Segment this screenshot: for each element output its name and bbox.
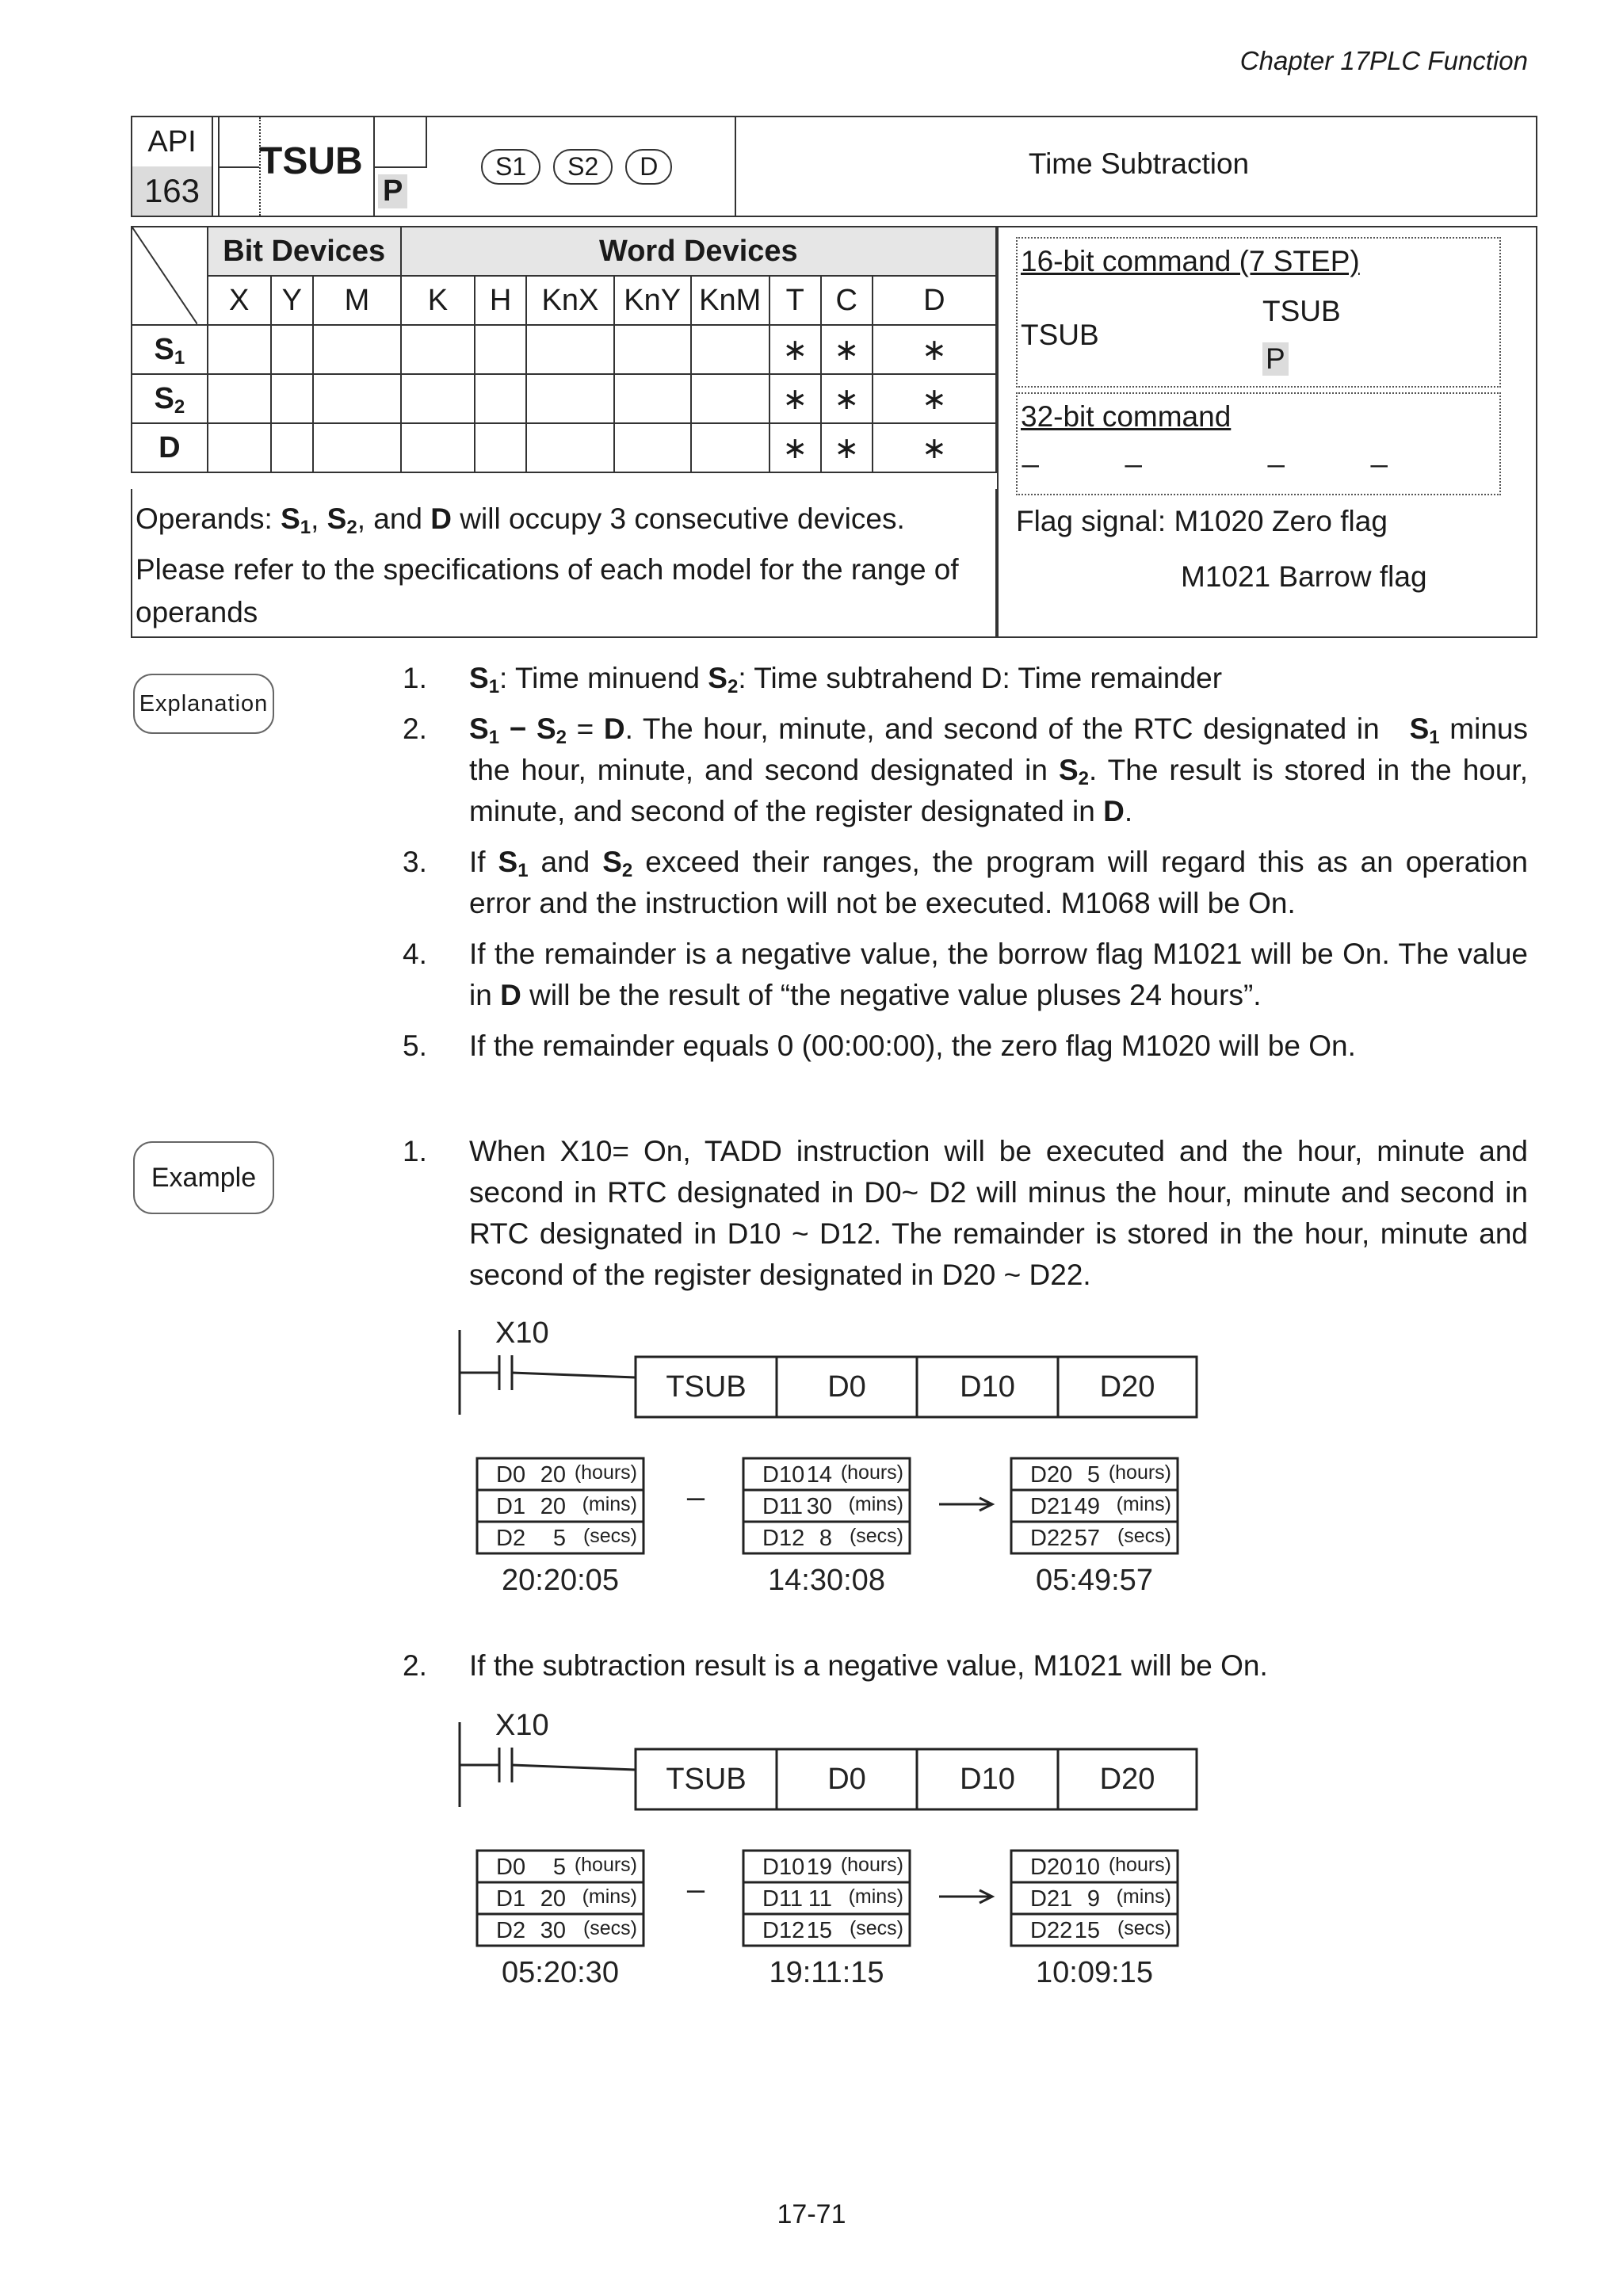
device-cell bbox=[313, 325, 401, 374]
operand-s2: S2 bbox=[553, 149, 613, 185]
flag-signal-borrow: M1021 Barrow flag bbox=[1181, 560, 1427, 593]
explanation-item: 4. If the remainder is a negative value, the borrow flag M1021 will be On. The value in D will be the result of “the negative value pluses 24 hours”. bbox=[403, 938, 1528, 1011]
register-name: D11 bbox=[762, 1494, 804, 1519]
bit-devices-header: Bit Devices bbox=[208, 227, 401, 276]
table-corner bbox=[132, 227, 208, 325]
register-name: D22 bbox=[1030, 1918, 1073, 1943]
device-cell bbox=[271, 374, 314, 423]
example-item-2: 2. If the subtraction result is a negative value, M1021 will be On. bbox=[403, 1649, 1268, 1682]
register-value: 57 bbox=[1074, 1526, 1100, 1551]
ladder-diagram-1 bbox=[444, 1316, 1205, 1617]
device-cell: ∗ bbox=[873, 374, 996, 423]
register-name: D0 bbox=[496, 1855, 526, 1880]
instruction-operand: D20 bbox=[1099, 1763, 1155, 1796]
register-name: D10 bbox=[762, 1462, 805, 1488]
explanation-tag: Explanation bbox=[133, 674, 274, 734]
register-value: 30 bbox=[540, 1918, 566, 1943]
instruction-operand: D0 bbox=[827, 1763, 866, 1796]
register-value: 30 bbox=[806, 1494, 832, 1519]
register-name: D21 bbox=[1030, 1494, 1073, 1519]
cmd16-pulse: P bbox=[1262, 342, 1289, 376]
register-value: 20 bbox=[540, 1494, 566, 1519]
minus-sign: – bbox=[686, 1480, 705, 1515]
time-value: 19:11:15 bbox=[769, 1956, 884, 1989]
register-unit: (secs) bbox=[849, 1917, 903, 1939]
device-column-h: H bbox=[475, 276, 526, 325]
instruction-operand: D10 bbox=[960, 1763, 1015, 1796]
instruction-operand: TSUB bbox=[666, 1763, 747, 1796]
device-cell bbox=[691, 325, 769, 374]
device-cell bbox=[614, 423, 691, 472]
operand-s1: S1 bbox=[481, 149, 540, 185]
register-name: D2 bbox=[496, 1526, 526, 1551]
device-row bbox=[132, 325, 996, 374]
operand-note: Operands: $S_1$, $S_2$, and D will occupy 3 consecutive devices. Please refer to the specifications of each model for the range of operands bbox=[131, 489, 997, 638]
device-cell bbox=[475, 374, 526, 423]
device-cell bbox=[271, 423, 314, 472]
time-value: 05:20:30 bbox=[502, 1956, 619, 1989]
word-devices-header: Word Devices bbox=[401, 227, 996, 276]
explanation-item: 3. If $S_1$ and $S_2$ exceed their ranges, the program will regard this as an operation error and the instruction will not be executed. M1068 will be On. bbox=[403, 846, 1529, 919]
time-value: 05:49:57 bbox=[1036, 1564, 1153, 1597]
time-value: 10:09:15 bbox=[1036, 1956, 1153, 1989]
register-unit: (secs) bbox=[1117, 1917, 1171, 1939]
device-row bbox=[132, 423, 996, 472]
register-name: D2 bbox=[496, 1918, 526, 1943]
device-cell: ∗ bbox=[769, 423, 821, 472]
flag-signal-zero: Flag signal: M1020 Zero flag bbox=[1016, 505, 1388, 537]
device-cell bbox=[475, 423, 526, 472]
register-unit: (mins) bbox=[582, 1885, 637, 1908]
register-name: D1 bbox=[496, 1886, 526, 1912]
register-name: D11 bbox=[762, 1886, 804, 1912]
device-cell: ∗ bbox=[769, 374, 821, 423]
device-cell bbox=[313, 374, 401, 423]
device-cell bbox=[208, 374, 271, 423]
device-cell bbox=[475, 325, 526, 374]
device-cell bbox=[208, 325, 271, 374]
instruction-operand: D10 bbox=[960, 1370, 1015, 1404]
cmd32-label: 32-bit command bbox=[1021, 400, 1232, 433]
chapter-header: Chapter 17PLC Function bbox=[1239, 46, 1528, 75]
register-value: 5 bbox=[552, 1526, 566, 1551]
device-column-k: K bbox=[401, 276, 475, 325]
register-unit: (hours) bbox=[840, 1854, 903, 1876]
cmd16-left: TSUB bbox=[1021, 319, 1099, 351]
register-unit: (secs) bbox=[849, 1525, 903, 1547]
device-column-d: D bbox=[873, 276, 996, 325]
register-value: 15 bbox=[1074, 1918, 1100, 1943]
register-value: 5 bbox=[552, 1855, 566, 1880]
time-value: 14:30:08 bbox=[768, 1564, 885, 1597]
device-cell bbox=[526, 325, 614, 374]
register-name: D1 bbox=[496, 1494, 526, 1519]
time-value: 20:20:05 bbox=[502, 1564, 619, 1597]
device-column-y: Y bbox=[271, 276, 314, 325]
instruction-title: Time Subtraction bbox=[1028, 147, 1250, 180]
register-unit: (hours) bbox=[574, 1854, 637, 1876]
register-unit: (secs) bbox=[582, 1525, 637, 1547]
register-unit: (mins) bbox=[848, 1493, 903, 1515]
register-unit: (hours) bbox=[1108, 1854, 1171, 1876]
register-value: 11 bbox=[808, 1886, 832, 1912]
api-label: API bbox=[132, 117, 212, 168]
register-value: 8 bbox=[819, 1526, 832, 1551]
device-column-knx: KnX bbox=[526, 276, 614, 325]
device-column-knm: KnM bbox=[691, 276, 769, 325]
explanation-list bbox=[403, 658, 1528, 1076]
device-column-kny: KnY bbox=[614, 276, 691, 325]
example-tag: Example bbox=[133, 1141, 274, 1214]
device-cell: ∗ bbox=[873, 325, 996, 374]
register-value: 9 bbox=[1086, 1886, 1100, 1912]
device-column-c: C bbox=[821, 276, 873, 325]
device-cell: ∗ bbox=[873, 423, 996, 472]
register-unit: (mins) bbox=[1116, 1493, 1171, 1515]
register-name: D12 bbox=[762, 1918, 805, 1943]
operand-d: D bbox=[625, 149, 672, 185]
operand-row-label: D bbox=[132, 423, 208, 472]
device-cell bbox=[691, 374, 769, 423]
register-unit: (secs) bbox=[1117, 1525, 1171, 1547]
register-name: D0 bbox=[496, 1462, 526, 1488]
page-number: 17-71 bbox=[777, 2199, 846, 2229]
register-value: 10 bbox=[1074, 1855, 1100, 1880]
register-name: D22 bbox=[1030, 1526, 1073, 1551]
contact-label: X10 bbox=[495, 1709, 549, 1742]
operand-row-label: $S_2$ bbox=[132, 374, 208, 423]
register-unit: (mins) bbox=[848, 1885, 903, 1908]
register-value: 5 bbox=[1086, 1462, 1100, 1488]
register-value: 15 bbox=[806, 1918, 832, 1943]
instruction-header bbox=[131, 116, 1537, 217]
explanation-item: 2. $S_1 - S_2 = D$. The hour, minute, and second of the RTC designated in $S_1$ minus the hour, minute, and second designated in $S_2$. The result is stored in the hour, minute, and second of the register designated in D. bbox=[403, 712, 1528, 827]
device-cell bbox=[526, 374, 614, 423]
register-value: 20 bbox=[540, 1886, 566, 1912]
register-unit: (hours) bbox=[840, 1461, 903, 1484]
cmd16-right: TSUB bbox=[1262, 295, 1341, 327]
register-unit: (secs) bbox=[582, 1917, 637, 1939]
device-cell bbox=[526, 423, 614, 472]
device-column-m: M bbox=[313, 276, 401, 325]
operand-list bbox=[481, 149, 672, 185]
device-cell bbox=[614, 325, 691, 374]
device-cell bbox=[401, 325, 475, 374]
device-column-t: T bbox=[769, 276, 821, 325]
device-table bbox=[131, 226, 997, 473]
device-cell: ∗ bbox=[821, 325, 873, 374]
device-cell bbox=[271, 325, 314, 374]
register-value: 14 bbox=[806, 1462, 832, 1488]
register-name: D10 bbox=[762, 1855, 805, 1880]
minus-sign: – bbox=[686, 1872, 705, 1907]
device-cell bbox=[313, 423, 401, 472]
register-name: D21 bbox=[1030, 1886, 1073, 1912]
ladder-diagram-2 bbox=[444, 1708, 1205, 2009]
pulse-flag: P bbox=[378, 174, 407, 208]
instruction-operand: D0 bbox=[827, 1370, 866, 1404]
example-item-1: 1. When X10= On, TADD instruction will be executed and the hour, minute and second in RTC designated in D0~ D2 will minus the hour, minute and second in RTC designated in D10 ~ D12. The remainder is stored in the hour, minute and second of the register designated in D20 ~ D22. bbox=[403, 1135, 1528, 1291]
register-name: D20 bbox=[1030, 1855, 1073, 1880]
device-row bbox=[132, 374, 996, 423]
instruction-operand: TSUB bbox=[666, 1370, 747, 1404]
register-value: 20 bbox=[540, 1462, 566, 1488]
contact-label: X10 bbox=[495, 1316, 549, 1350]
register-unit: (mins) bbox=[582, 1493, 637, 1515]
register-name: D20 bbox=[1030, 1462, 1073, 1488]
register-unit: (hours) bbox=[574, 1461, 637, 1484]
device-cell bbox=[401, 423, 475, 472]
register-value: 49 bbox=[1074, 1494, 1100, 1519]
device-cell bbox=[208, 423, 271, 472]
device-cell bbox=[401, 374, 475, 423]
register-unit: (mins) bbox=[1116, 1885, 1171, 1908]
device-cell: ∗ bbox=[821, 374, 873, 423]
device-cell bbox=[691, 423, 769, 472]
device-cell: ∗ bbox=[821, 423, 873, 472]
register-name: D12 bbox=[762, 1526, 805, 1551]
device-cell: ∗ bbox=[769, 325, 821, 374]
api-number: 163 bbox=[132, 166, 212, 216]
device-column-x: X bbox=[208, 276, 271, 325]
explanation-item: 1. $S_1$: Time minuend $S_2$: Time subtrahend D: Time remainder bbox=[403, 662, 1223, 697]
operand-row-label: $S_1$ bbox=[132, 325, 208, 374]
cmd16-label: 16-bit command (7 STEP) bbox=[1021, 245, 1360, 277]
device-cell bbox=[614, 374, 691, 423]
register-unit: (hours) bbox=[1108, 1461, 1171, 1484]
register-value: 19 bbox=[806, 1855, 832, 1880]
instruction-operand: D20 bbox=[1099, 1370, 1155, 1404]
mnemonic: TSUB bbox=[259, 140, 363, 182]
command-panel: 16-bit command (7 STEP) TSUB TSUB P 32-bit command _ _ _ _ Flag signal: M1020 Zero flag M1021 Barrow flag bbox=[997, 226, 1537, 638]
explanation-item: 5. If the remainder equals 0 (00:00:00), the zero flag M1020 will be On. bbox=[403, 1030, 1356, 1062]
